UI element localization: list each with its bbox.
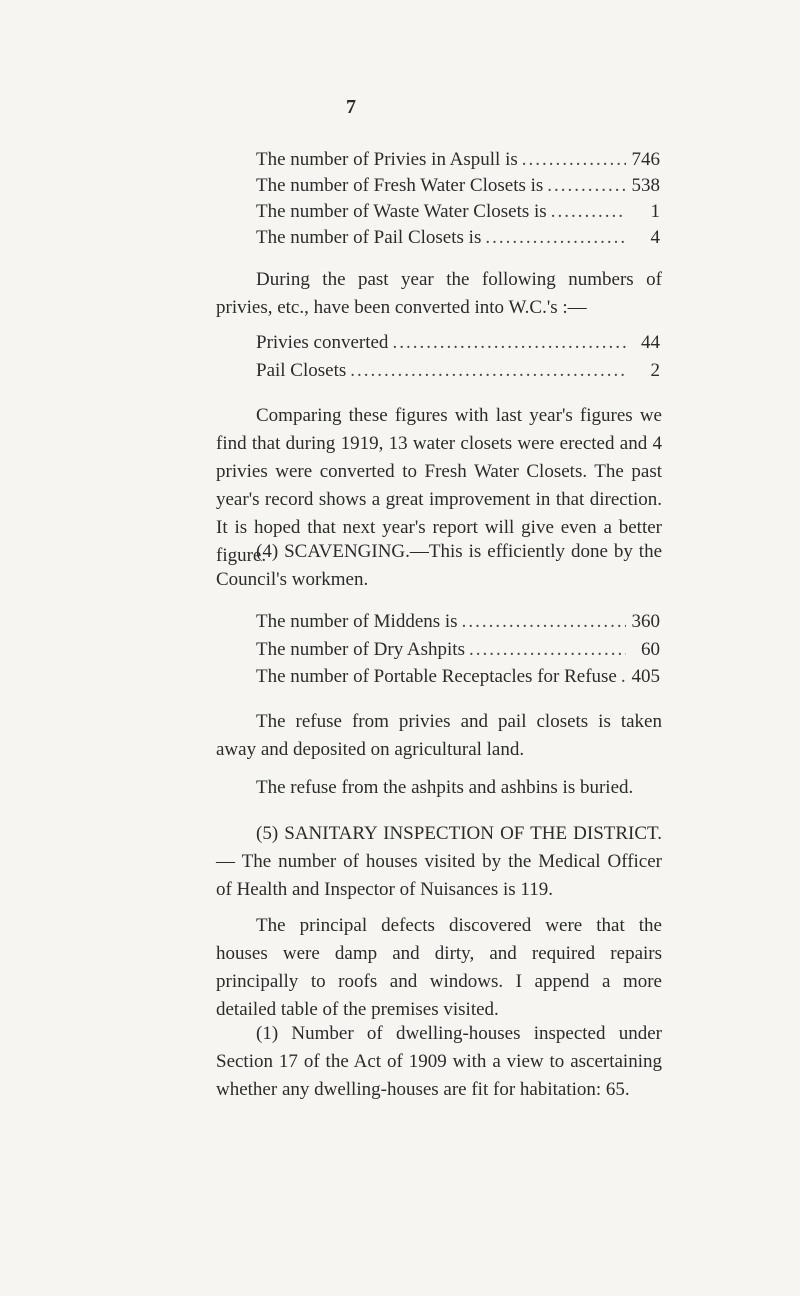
leader-dots — [469, 638, 626, 662]
leader-dots — [350, 359, 626, 383]
count-row-privies — [256, 148, 660, 172]
scavenging-label: The number of Dry Ashpits — [256, 639, 465, 660]
leader-dots — [621, 665, 626, 689]
conversion-intro-paragraph: During the past year the following numbers of privies, etc., have been converted into W.C.'s :— — [216, 269, 662, 318]
count-label: The number of Privies in Aspull is — [256, 149, 518, 170]
scavenging-row-middens — [256, 610, 660, 634]
count-value: 538 — [631, 175, 660, 196]
leader-dots — [485, 226, 626, 250]
converted-row-privies — [256, 331, 660, 355]
scavenging-label: The number of Middens is — [256, 611, 458, 632]
converted-label: Pail Closets — [256, 360, 347, 381]
refuse-paragraph-2: The refuse from the ashpits and ashbins is buried. — [256, 777, 634, 798]
count-value: 746 — [631, 149, 660, 170]
count-row-fresh-water-closets — [256, 174, 660, 198]
count-value: 1 — [650, 201, 660, 222]
page-number: 7 — [346, 96, 356, 118]
scavenging-paragraph: (4) SCAVENGING.—This is efficiently done by the Council's workmen. — [216, 541, 662, 590]
count-row-waste-water-closets — [256, 200, 660, 224]
scavenging-label: The number of Portable Receptacles for Refuse — [256, 666, 617, 687]
count-row-pail-closets — [256, 226, 660, 250]
defects-paragraph: The principal defects discovered were that the houses were damp and dirty, and required repairs principally to roofs and windows. I append a more detailed table of the premises visited. — [216, 915, 662, 1020]
scavenging-row-dry-ashpits — [256, 638, 660, 662]
scavenging-row-portable-receptacles — [256, 665, 660, 689]
refuse-paragraph-1: The refuse from privies and pail closets is taken away and deposited on agricultural land. — [216, 711, 662, 760]
leader-dots — [551, 200, 626, 224]
converted-label: Privies converted — [256, 332, 389, 353]
leader-dots — [522, 148, 626, 172]
leader-dots — [547, 174, 626, 198]
converted-row-pail-closets — [256, 359, 660, 383]
count-label: The number of Pail Closets is — [256, 227, 482, 248]
scavenging-value: 405 — [631, 666, 660, 687]
comparison-paragraph: Comparing these figures with last year's figures we find that during 1919, 13 water closets were erected and 4 privies were converted to Fresh Water Closets. The past year's record shows a great improvement in that direction. It is hoped that next year's report will give even a better figure. — [216, 405, 662, 566]
converted-value: 44 — [641, 332, 660, 353]
count-value: 4 — [650, 227, 660, 248]
count-label: The number of Waste Water Closets is — [256, 201, 547, 222]
count-label: The number of Fresh Water Closets is — [256, 175, 544, 196]
scavenging-value: 360 — [631, 611, 660, 632]
dwelling-houses-paragraph: (1) Number of dwelling-houses inspected under Section 17 of the Act of 1909 with a view to ascertaining whether any dwelling-houses are fit for habitation: 65. — [216, 1023, 662, 1100]
sanitary-inspection-paragraph: (5) SANITARY INSPECTION OF THE DISTRICT.— The number of houses visited by the Medical Officer of Health and Inspector of Nuisances is 119. — [216, 823, 662, 900]
scavenging-value: 60 — [641, 639, 660, 660]
leader-dots — [462, 610, 626, 634]
converted-value: 2 — [650, 360, 660, 381]
leader-dots — [392, 331, 626, 355]
